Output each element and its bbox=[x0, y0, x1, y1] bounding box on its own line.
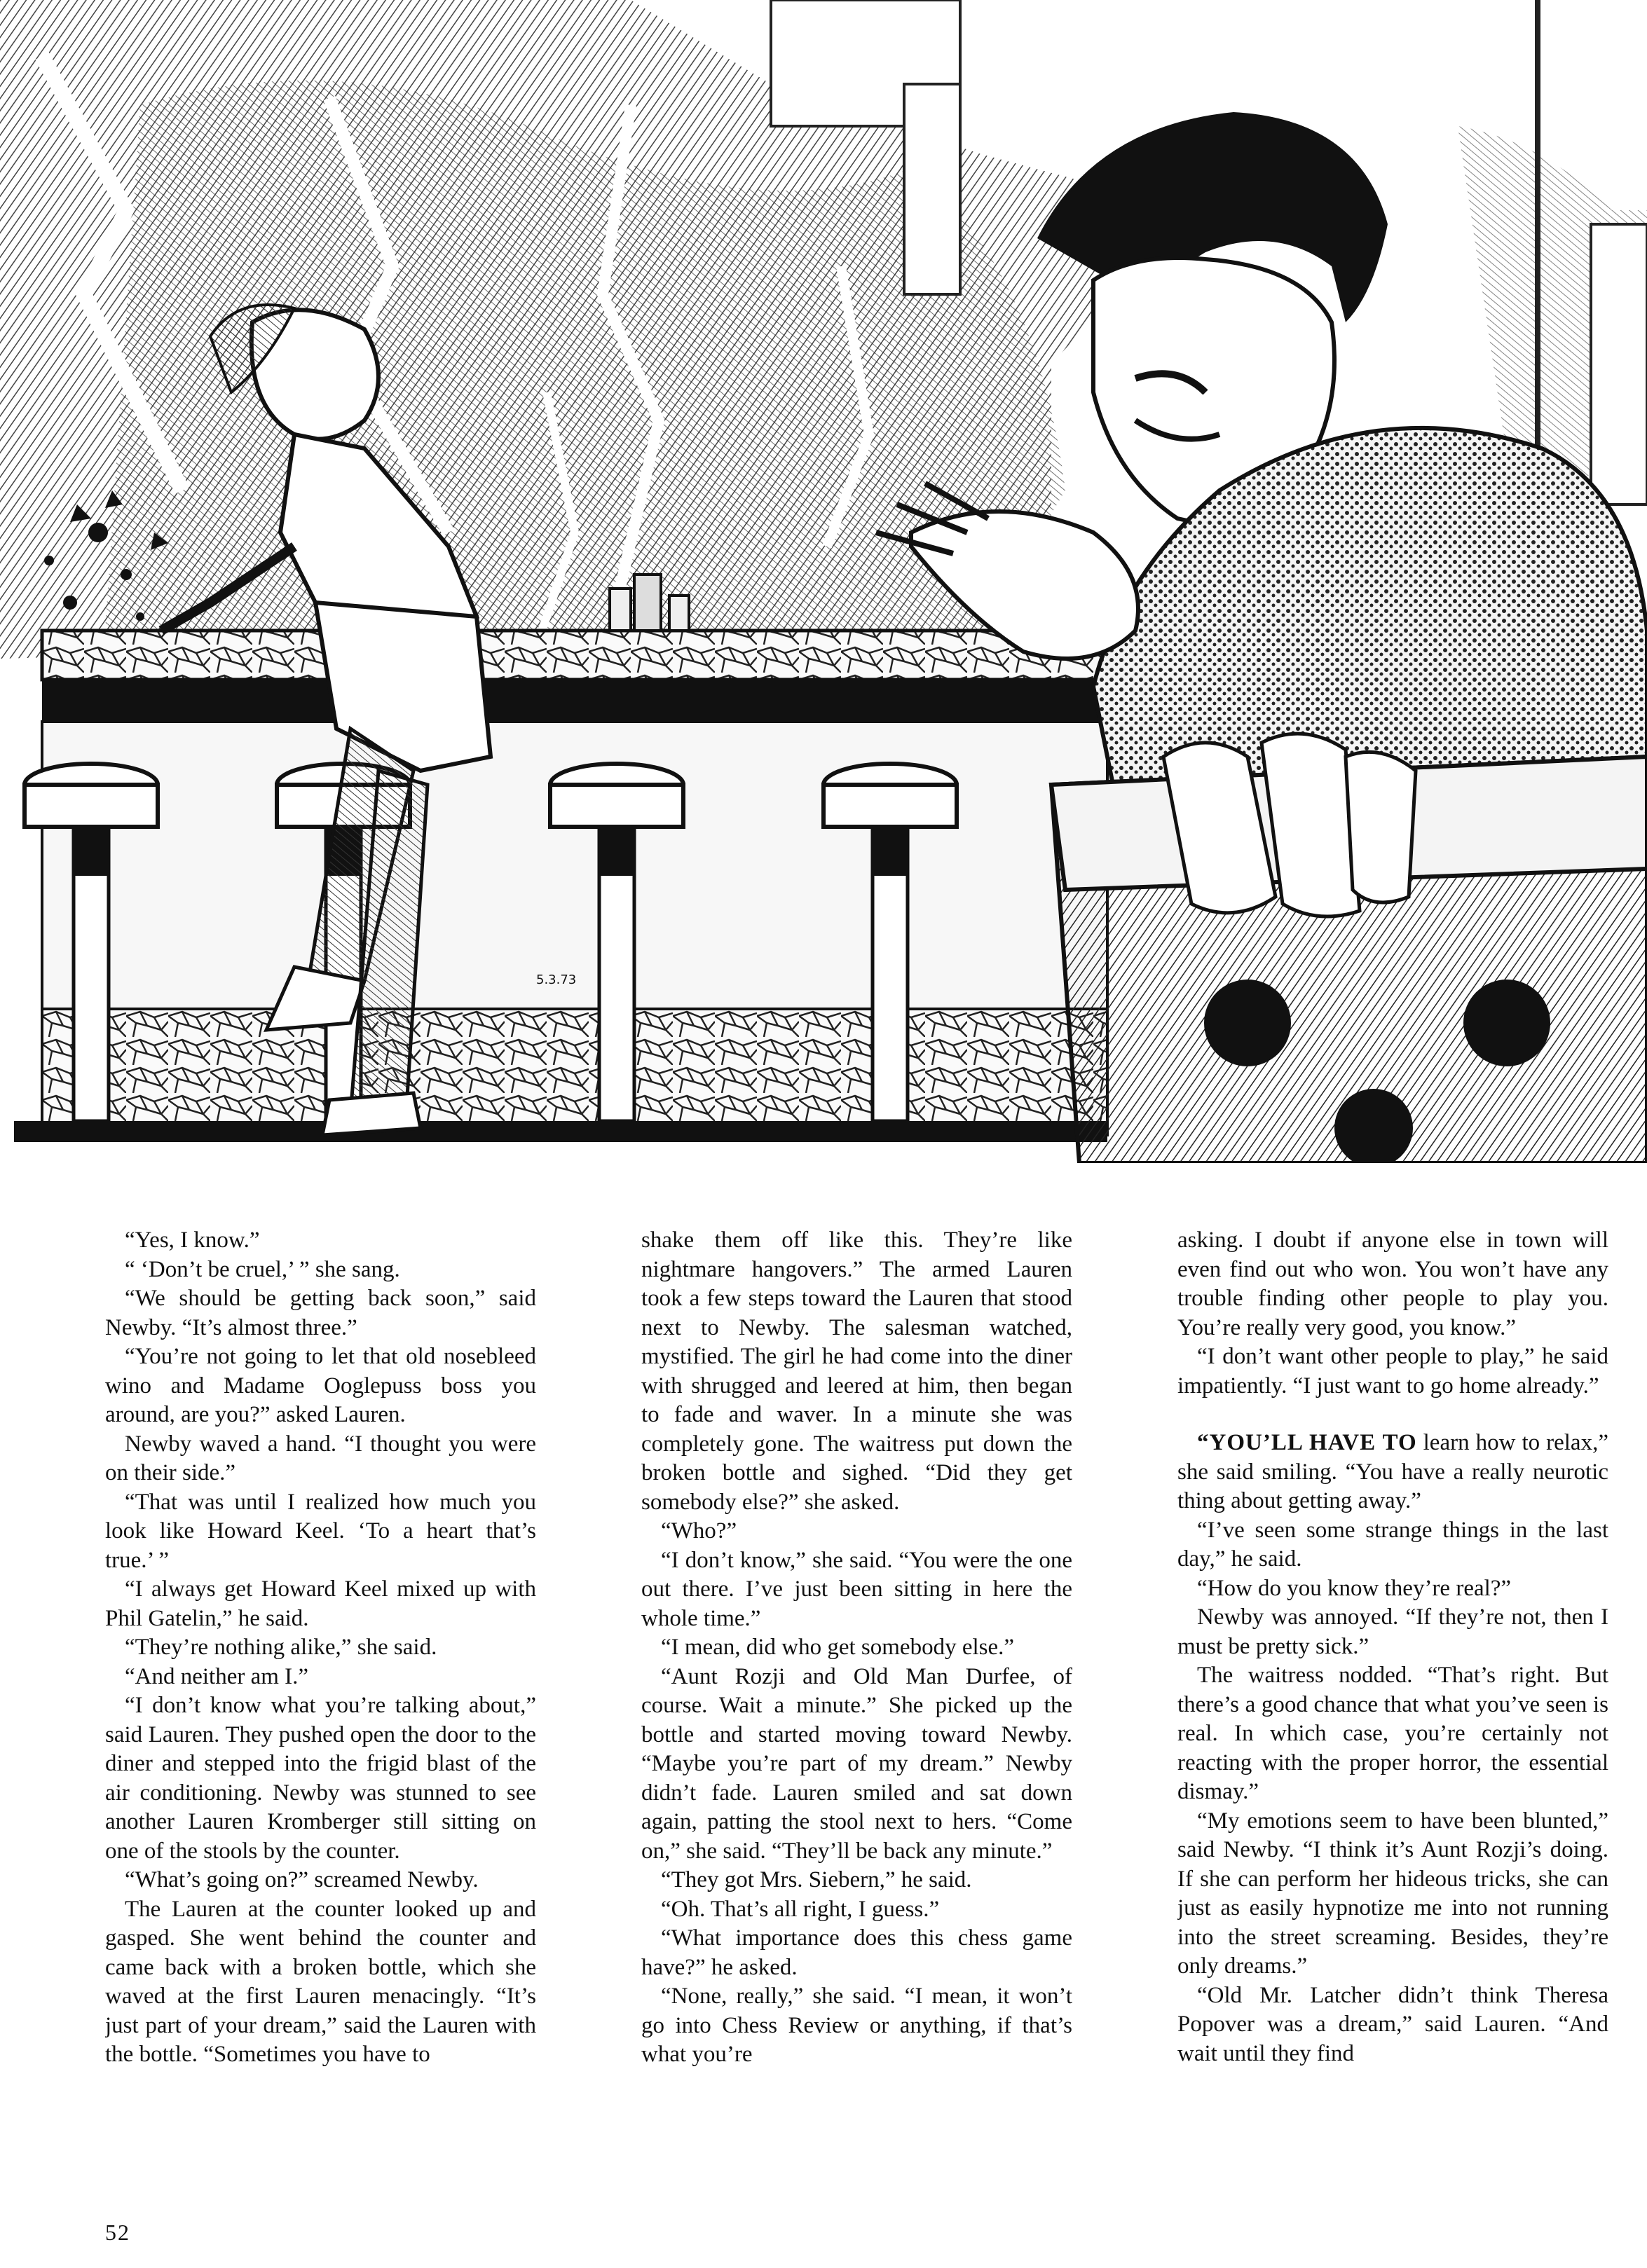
paragraph-text: “My emotions seem to have been blunted,” said Newby. “I think it’s Aunt Rozji’s doing. If she can perform her hideous tricks, she can just as easily hypnotize me into not running into the street screaming. Besides, they’re only dreams.” bbox=[1177, 1808, 1608, 1979]
paragraph bbox=[105, 1575, 536, 1633]
paragraph-text: “Old Mr. Latcher didn’t think Theresa Popover was a dream,” said Lauren. “And wait until they find bbox=[1177, 1982, 1608, 2066]
paragraph bbox=[105, 1342, 536, 1430]
paragraph bbox=[641, 1866, 1072, 1895]
paragraph-text: “What’s going on?” screamed Newby. bbox=[125, 1867, 479, 1892]
paragraph-text: “Who?” bbox=[661, 1518, 737, 1544]
paragraph bbox=[1177, 1603, 1608, 1661]
page-number: 52 bbox=[105, 2220, 130, 2245]
paragraph bbox=[105, 1256, 536, 1285]
paragraph-text: “I don’t want other people to play,” he said impatiently. “I just want to go home already.” bbox=[1177, 1344, 1608, 1398]
paragraph-text: “They got Mrs. Siebern,” he said. bbox=[661, 1867, 972, 1892]
paragraph bbox=[1177, 1661, 1608, 1807]
paragraph-text: “You’re not going to let that old nosebleed wino and Madame Ooglepuss boss you around, are you?” asked Lauren. bbox=[105, 1344, 536, 1427]
paragraph bbox=[1177, 1574, 1608, 1604]
paragraph-text: learn how to relax,” she said smiling. “You have a really neurotic thing about getting away.” bbox=[1177, 1430, 1608, 1513]
section-lead-in: “YOU’LL HAVE TO bbox=[1197, 1430, 1417, 1455]
paragraph bbox=[105, 1691, 536, 1866]
paragraph-text: “How do you know they’re real?” bbox=[1197, 1575, 1512, 1601]
paragraph-text: “I mean, did who get somebody else.” bbox=[661, 1635, 1015, 1660]
paragraph-text: “What importance does this chess game have?” he asked. bbox=[641, 1925, 1072, 1980]
paragraph bbox=[641, 1924, 1072, 1982]
paragraph-text: The Lauren at the counter looked up and gasped. She went behind the counter and came back with a broken bottle, which she waved at the first Lauren menacingly. “It’s just part of your dream,” said the Lauren with the bottle. “Sometimes you have to bbox=[105, 1896, 536, 2067]
paragraph bbox=[105, 1895, 536, 2070]
paragraph-text: “I always get Howard Keel mixed up with Phil Gatelin,” he said. bbox=[105, 1576, 536, 1631]
paragraph bbox=[1177, 1342, 1608, 1401]
paragraph bbox=[105, 1866, 536, 1895]
paragraph bbox=[641, 1226, 1072, 1517]
paragraph bbox=[1177, 1516, 1608, 1574]
foreground-block bbox=[1051, 734, 1647, 1163]
text-column-1 bbox=[105, 1226, 536, 2214]
paragraph bbox=[641, 1546, 1072, 1634]
paragraph bbox=[105, 1284, 536, 1342]
paragraph-text: “Oh. That’s all right, I guess.” bbox=[661, 1896, 940, 1922]
paragraph bbox=[641, 1895, 1072, 1925]
paragraph-text: “I’ve seen some strange things in the last day,” he said. bbox=[1177, 1517, 1608, 1572]
paragraph bbox=[105, 1633, 536, 1663]
paragraph-text: Newby waved a hand. “I thought you were on their side.” bbox=[105, 1431, 536, 1485]
paragraph-text: “They’re nothing alike,” she said. bbox=[125, 1635, 437, 1660]
paragraph bbox=[1177, 1981, 1608, 2069]
paragraph-text: “ ‘Don’t be cruel,’ ” she sang. bbox=[125, 1256, 400, 1282]
paragraph bbox=[105, 1430, 536, 1488]
paragraph bbox=[641, 1982, 1072, 2070]
paragraph-text: The waitress nodded. “That’s right. But there’s a good chance that what you’ve seen is real. In which case, you’re certainly not reacting with the proper horror, the essential dismay.” bbox=[1177, 1663, 1608, 1804]
paragraph-text: “I don’t know what you’re talking about,” said Lauren. They pushed open the door to the diner and stepped into the frigid blast of the air conditioning. Newby was stunned to see another Lauren Kromberger still sitting on one of the stools by the counter. bbox=[105, 1693, 536, 1864]
paragraph bbox=[105, 1226, 536, 1256]
paragraph bbox=[641, 1517, 1072, 1546]
paragraph bbox=[1177, 1429, 1608, 1516]
paragraph bbox=[105, 1488, 536, 1576]
paragraph-text: “That was until I realized how much you look like Howard Keel. ‘To a heart that’s true.’ ” bbox=[105, 1489, 536, 1573]
paragraph-text: “I don’t know,” she said. “You were the one out there. I’ve just been sitting in here the whole time.” bbox=[641, 1547, 1072, 1631]
paragraph-text: “Yes, I know.” bbox=[125, 1228, 260, 1253]
paragraph bbox=[105, 1663, 536, 1692]
article-columns bbox=[105, 1226, 1612, 2214]
paragraph bbox=[641, 1663, 1072, 1867]
paragraph-text: asking. I doubt if anyone else in town will even find out who won. You won’t have any trouble finding other people to play you. You’re really very good, you know.” bbox=[1177, 1228, 1608, 1340]
paragraph-text: Newby was annoyed. “If they’re not, then I must be pretty sick.” bbox=[1177, 1604, 1608, 1659]
artist-signature: 5.3.73 bbox=[536, 973, 577, 987]
paragraph-text: “None, really,” she said. “I mean, it won’t go into Chess Review or anything, if that’s what you’re bbox=[641, 1984, 1072, 2067]
paragraph bbox=[1177, 1807, 1608, 1981]
text-column-2 bbox=[641, 1226, 1072, 2214]
paragraph-text: “Aunt Rozji and Old Man Durfee, of course. Wait a minute.” She picked up the bottle and started moving toward Newby. “Maybe you’re part of my dream.” Newby didn’t fade. Lauren smiled and sat down again, patting the stool next to hers. “Come on,” she said. “They’ll be back any minute.” bbox=[641, 1663, 1072, 1864]
paragraph bbox=[1177, 1226, 1608, 1342]
paragraph-text: “And neither am I.” bbox=[125, 1663, 309, 1689]
paragraph-text: “We should be getting back soon,” said Newby. “It’s almost three.” bbox=[105, 1286, 536, 1340]
text-column-3 bbox=[1177, 1226, 1608, 2214]
paragraph-text: shake them off like this. They’re like nightmare hangovers.” The armed Lauren took a few steps toward the Lauren that stood next to Newby. The salesman watched, mystified. The girl he had come into the diner with shrugged and leered at him, then began to fade and waver. In a minute she was completely gone. The waitress put down the broken bottle and sighed. “Did they get somebody else?” she asked. bbox=[641, 1228, 1072, 1515]
paragraph bbox=[641, 1633, 1072, 1663]
